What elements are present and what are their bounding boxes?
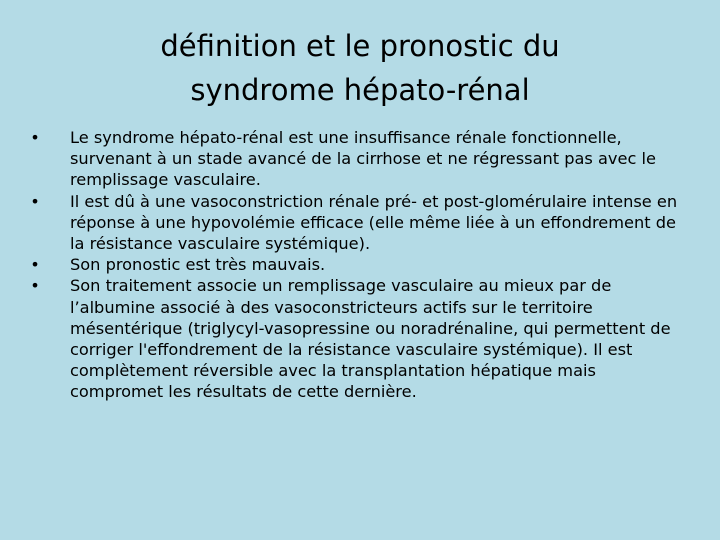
- bullet-text: Son traitement associe un remplissage vasculaire au mieux par de l’albumine associé à des vasoconstricteurs actifs sur le territoire mésentérique (triglycyl-vasopressine ou noradrénaline, qui permettent de corriger l'effondrement de la résistance vasculaire systémique). Il est complètement réversible avec la transplantation hépatique mais compromet les résultats de cette dernière.: [70, 276, 671, 402]
- slide-title: [60, 24, 660, 112]
- slide-title-line-2: syndrome hépato-rénal: [190, 73, 530, 107]
- bullet-item-prognosis: [28, 254, 692, 275]
- bullet-list: [28, 127, 692, 403]
- bullet-item-mechanism: [28, 191, 692, 255]
- bullet-marker: •: [30, 276, 40, 296]
- bullet-item-treatment: [28, 275, 692, 402]
- bullet-marker: •: [30, 191, 40, 211]
- bullet-text: Son pronostic est très mauvais.: [70, 255, 326, 275]
- bullet-marker: •: [30, 255, 40, 275]
- bullet-text: Il est dû à une vasoconstriction rénale pré- et post-glomérulaire intense en réponse à une hypovolémie efficace (elle même liée à un effondrement de la résistance vasculaire systémique).: [70, 191, 678, 254]
- bullet-item-definition: [28, 127, 692, 191]
- bullet-text: Le syndrome hépato-rénal est une insuffisance rénale fonctionnelle, survenant à un stade avancé de la cirrhose et ne régressant pas avec le remplissage vasculaire.: [70, 128, 656, 190]
- bullet-marker: •: [30, 128, 40, 147]
- slide-title-line-1: définition et le pronostic du: [160, 29, 560, 63]
